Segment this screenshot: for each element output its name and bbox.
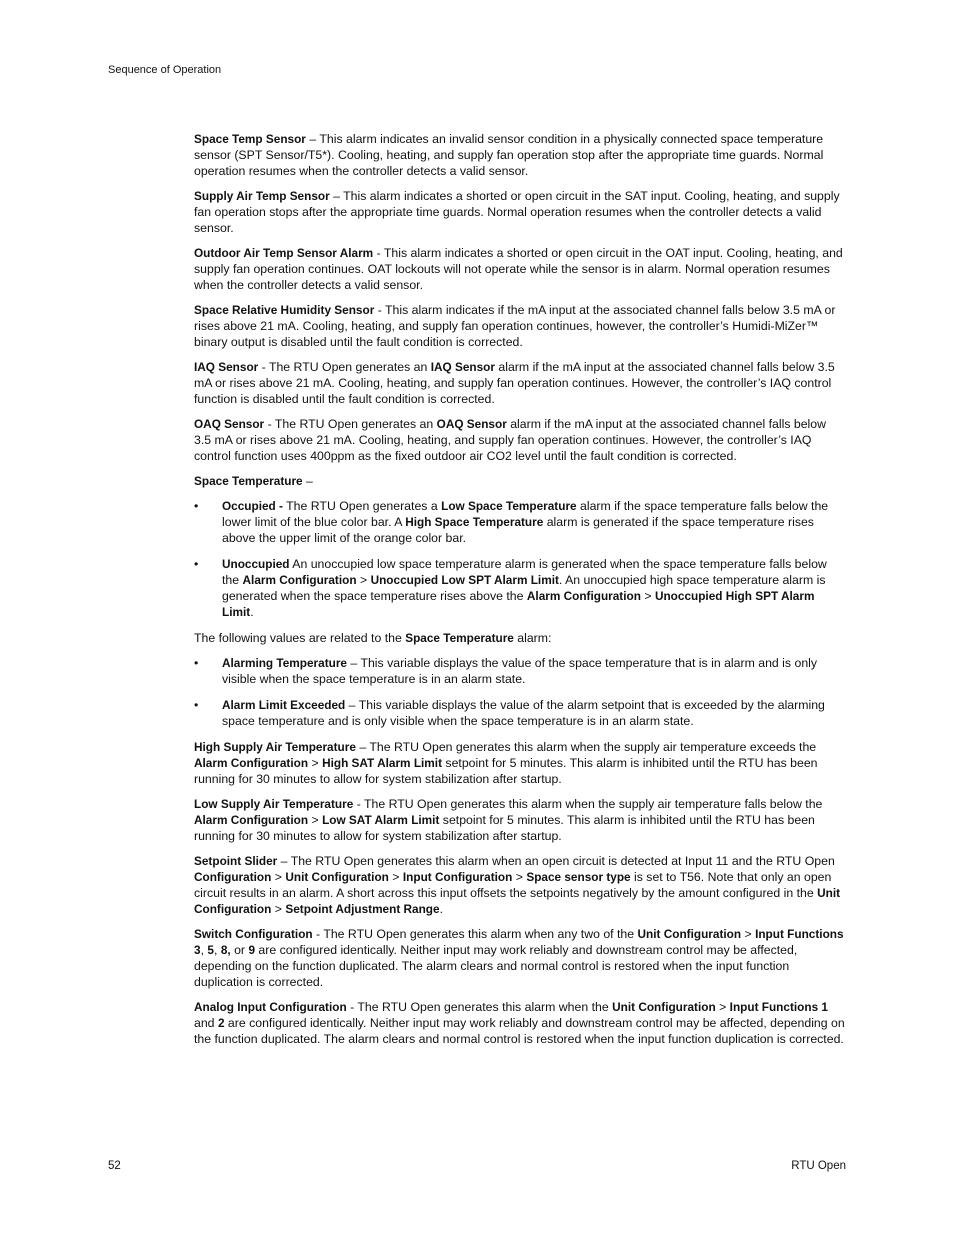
space-rh-sensor-paragraph: Space Relative Humidity Sensor - This alarm indicates if the mA input at the associated channel falls below 3.5 mA or rises above 21 mA. Cooling, heating, and supply fan operation continues, however, the controller’s Humidi-MiZer™ binary output is disabled until the fault condition is corrected. xyxy=(194,303,836,349)
list-item-alarming-temperature: • Alarming Temperature – This variable displays the value of the space temperature that is in alarm and is only visible when the space temperature is in an alarm state. xyxy=(194,655,846,687)
supply-air-temp-sensor-paragraph: Supply Air Temp Sensor – This alarm indicates a shorted or open circuit in the SAT input. Cooling, heating, and supply fan operation stops after the appropriate time guards. Normal operation resumes when the controller detects a valid sensor. xyxy=(194,189,840,235)
setpoint-slider-paragraph: Setpoint Slider – The RTU Open generates this alarm when an open circuit is detected at Input 11 and the RTU Open Configuration > Unit Configuration > Input Configuration > Space sensor type is set to T56. Note that only an open circuit results in an alarm. A short across this input offsets the setpoints negatively by the amount configured in the Unit Configuration > Setpoint Adjustment Range. xyxy=(194,854,841,916)
high-supply-air-temp-paragraph: High Supply Air Temperature – The RTU Open generates this alarm when the supply air temperature exceeds the Alarm Configuration > High SAT Alarm Limit setpoint for 5 minutes. This alarm is inhibited until the RTU has been running for 30 minutes to allow for system stabilization after startup. xyxy=(194,740,818,786)
footer-product-name: RTU Open xyxy=(791,1160,846,1172)
space-temp-sensor-paragraph: Space Temp Sensor – This alarm indicates an invalid sensor condition in a physically connected space temperature sensor (SPT Sensor/T5*). Cooling, heating, and supply fan operation stop after the appropriate time guards. Normal operation resumes when the controller detects a valid sensor. xyxy=(194,132,824,178)
iaq-sensor-paragraph: IAQ Sensor - The RTU Open generates an IAQ Sensor alarm if the mA input at the associated channel falls below 3.5 mA or rises above 21 mA. Cooling, heating, and supply fan operation continues. However, the controller’s IAQ control function is disabled until the fault condition is corrected. xyxy=(194,360,835,406)
outdoor-air-temp-sensor-paragraph: Outdoor Air Temp Sensor Alarm - This alarm indicates a shorted or open circuit in the OAT input. Cooling, heating, and supply fan operation continues. OAT lockouts will not operate while the sensor is in alarm. Normal operation resumes when the controller detects a valid sensor. xyxy=(194,246,843,292)
analog-input-configuration-paragraph: Analog Input Configuration - The RTU Open generates this alarm when the Unit Configuration > Input Functions 1 and 2 are configured identically. Neither input may work reliably and downstream control may be affected, depending on the function duplicated. The alarm clears and normal control is restored when the input function duplication is corrected. xyxy=(194,1000,845,1046)
document-body xyxy=(194,131,846,1056)
list-item-unoccupied: • Unoccupied An unoccupied low space temperature alarm is generated when the space temperature falls below the Alarm Configuration > Unoccupied Low SPT Alarm Limit. An unoccupied high space temperature alarm is generated when the space temperature rises above the Alarm Configuration > Unoccupied High SPT Alarm Limit. xyxy=(194,556,846,620)
related-values-paragraph: The following values are related to the Space Temperature alarm: xyxy=(194,631,552,645)
space-temperature-heading: Space Temperature – xyxy=(194,474,313,488)
related-values-list xyxy=(194,655,846,729)
space-temperature-list xyxy=(194,498,846,620)
oaq-sensor-paragraph: OAQ Sensor - The RTU Open generates an OAQ Sensor alarm if the mA input at the associated channel falls below 3.5 mA or rises above 21 mA. Cooling, heating, and supply fan operation continues. However, the controller’s IAQ control function uses 400ppm as the fixed outdoor air CO2 level until the fault condition is corrected. xyxy=(194,417,827,463)
running-header: Sequence of Operation xyxy=(108,64,222,76)
page-number: 52 xyxy=(108,1160,121,1172)
low-supply-air-temp-paragraph: Low Supply Air Temperature - The RTU Open generates this alarm when the supply air temperature falls below the Alarm Configuration > Low SAT Alarm Limit setpoint for 5 minutes. This alarm is inhibited until the RTU has been running for 30 minutes to allow for system stabilization after startup. xyxy=(194,797,823,843)
list-item-alarm-limit-exceeded: • Alarm Limit Exceeded – This variable displays the value of the alarm setpoint that is exceeded by the alarming space temperature and is only visible when the space temperature is in an alarm state. xyxy=(194,697,846,729)
switch-configuration-paragraph: Switch Configuration - The RTU Open generates this alarm when any two of the Unit Configuration > Input Functions 3, 5, 8, or 9 are configured identically. Neither input may work reliably and downstream control may be affected, depending on the function duplicated. The alarm clears and normal control is restored when the input function duplication is corrected. xyxy=(194,927,844,989)
list-item-occupied: • Occupied - The RTU Open generates a Low Space Temperature alarm if the space temperature falls below the lower limit of the blue color bar. A High Space Temperature alarm is generated if the space temperature rises above the upper limit of the orange color bar. xyxy=(194,498,846,546)
